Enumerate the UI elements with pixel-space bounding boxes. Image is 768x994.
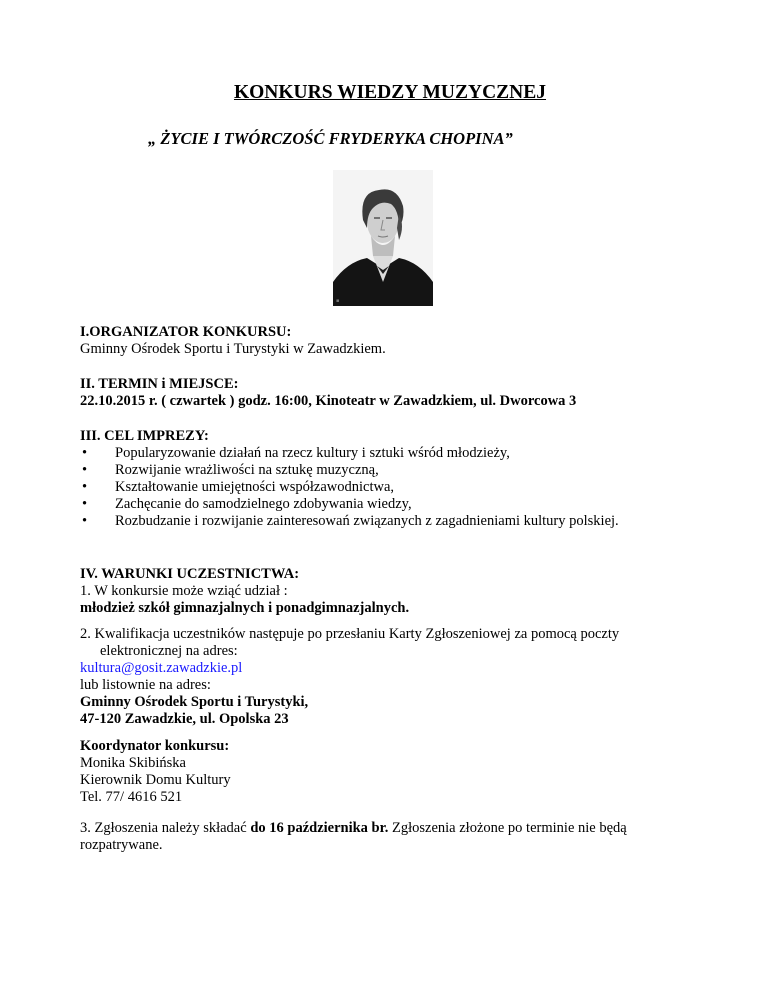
bullet-icon: • — [82, 445, 88, 461]
section-text: 22.10.2015 r. ( czwartek ) godz. 16:00, Kinoteatr w Zawadzkiem, ul. Dworcowa 3 — [80, 393, 577, 409]
paragraph: 2. Kwalifikacja uczestników następuje po przesłaniu Karty Zgłoszeniowej za pomocą poczty — [80, 626, 620, 642]
section-goals — [80, 428, 720, 530]
section-heading: IV. WARUNKI UCZESTNICTWA: — [80, 566, 300, 582]
coordinator-name: Monika Skibińska — [80, 755, 186, 771]
chopin-portrait-icon — [333, 170, 433, 306]
bullet-icon: • — [82, 479, 88, 495]
section-coordinator — [80, 738, 720, 806]
section-heading: II. TERMIN i MIEJSCE: — [80, 376, 239, 392]
address-line: 47-120 Zawadzkie, ul. Opolska 23 — [80, 711, 289, 727]
section-heading: III. CEL IMPREZY: — [80, 428, 209, 444]
paragraph: elektronicznej na adres: — [100, 643, 238, 659]
section-heading: Koordynator konkursu: — [80, 738, 230, 754]
paragraph: rozpatrywane. — [80, 837, 163, 853]
address-line: Gminny Ośrodek Sportu i Turystyki, — [80, 694, 309, 710]
email-link[interactable]: kultura@gosit.zawadzkie.pl — [80, 660, 243, 676]
paragraph-bold: młodzież szkół gimnazjalnych i ponadgimnazjalnych. — [80, 600, 410, 616]
section-participation — [80, 566, 720, 617]
section-heading: I.ORGANIZATOR KONKURSU: — [80, 324, 292, 340]
list-item: • Rozbudzanie i rozwijanie zainteresowań związanych z zagadnieniami kultury polskiej. — [82, 513, 619, 529]
goals-list — [80, 445, 720, 530]
section-organizer — [80, 324, 720, 358]
list-item: • Kształtowanie umiejętności współzawodnictwa, — [82, 479, 395, 495]
section-date-place — [80, 376, 720, 410]
list-item: • Zachęcanie do samodzielnego zdobywania wiedzy, — [82, 496, 412, 512]
coordinator-role: Kierownik Domu Kultury — [80, 772, 231, 788]
coordinator-phone: Tel. 77/ 4616 521 — [80, 789, 183, 805]
section-deadline — [80, 820, 720, 854]
svg-text:▪: ▪ — [336, 298, 340, 304]
paragraph: 1. W konkursie może wziąć udział : — [80, 583, 288, 599]
bullet-icon: • — [82, 462, 88, 478]
list-item: • Popularyzowanie działań na rzecz kultury i sztuki wśród młodzieży, — [82, 445, 510, 461]
paragraph: lub listownie na adres: — [80, 677, 211, 693]
bullet-icon: • — [82, 513, 88, 529]
section-qualification — [80, 626, 720, 728]
deadline-date: do 16 października br. — [250, 820, 389, 836]
section-text: Gminny Ośrodek Sportu i Turystyki w Zawadzkiem. — [80, 341, 386, 357]
paragraph: 3. Zgłoszenia należy składać do 16 października br. Zgłoszenia złożone po terminie nie będą — [80, 820, 627, 836]
bullet-icon: • — [82, 496, 88, 512]
page-subtitle: „ ŻYCIE I TWÓRCZOŚĆ FRYDERYKA CHOPINA” — [148, 129, 513, 148]
list-item: • Rozwijanie wrażliwości na sztukę muzyczną, — [82, 462, 379, 478]
page-title: KONKURS WIEDZY MUZYCZNEJ — [233, 82, 547, 103]
